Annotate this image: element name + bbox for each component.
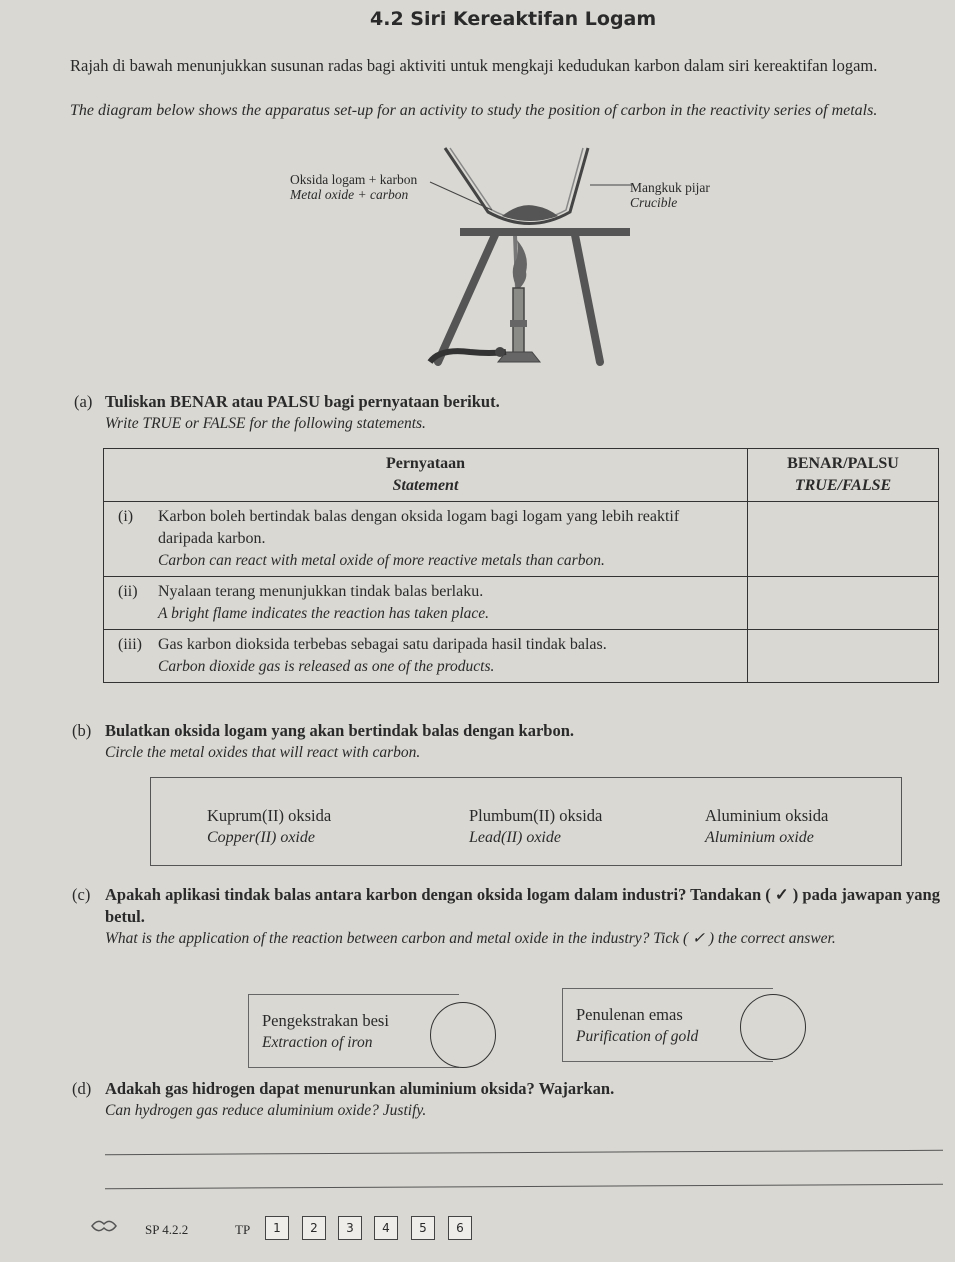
part-c-letter: (c) bbox=[72, 885, 91, 904]
hots-icon bbox=[90, 1216, 118, 1236]
footer-tp-label: TP bbox=[235, 1222, 251, 1237]
tripod-leg-left bbox=[438, 235, 495, 362]
tick-circle-iron[interactable] bbox=[430, 1002, 496, 1068]
part-b-instruction: Bulatkan oksida logam yang akan bertindak balas dengan karbon. Circle the metal oxides that will react with carbon. bbox=[105, 721, 575, 761]
part-d-instruction: Adakah gas hidrogen dapat menurunkan aluminium oksida? Wajarkan. Can hydrogen gas reduce aluminium oxide? Justify. bbox=[105, 1079, 615, 1119]
footer-sp-code: SP 4.2.2 bbox=[145, 1222, 189, 1237]
answer-cell-i[interactable] bbox=[748, 502, 939, 577]
metal-oxide-carbon-mixture bbox=[502, 205, 558, 221]
answer-line-2[interactable] bbox=[105, 1184, 943, 1189]
table-header-row bbox=[104, 449, 939, 502]
intro-text-en: The diagram below shows the apparatus set-up for an activity to study the position of carbon in the reactivity series of metals. bbox=[70, 102, 878, 119]
answer-cell-iii[interactable] bbox=[748, 630, 939, 683]
table-row bbox=[104, 577, 939, 630]
statement-cell: (ii) Nyalaan terang menunjukkan tindak balas berlaku. A bright flame indicates the reaction has taken place. bbox=[104, 577, 748, 630]
tripod-leg-right bbox=[575, 235, 600, 362]
application-label-iron: Pengekstrakan besi Extraction of iron bbox=[262, 1011, 389, 1051]
tp-level-box[interactable]: 5 bbox=[411, 1216, 435, 1240]
header-true-false: BENAR/PALSU TRUE/FALSE bbox=[748, 449, 939, 502]
part-c-instruction: Apakah aplikasi tindak balas antara karbon dengan oksida logam dalam industri? Tandakan ( ✓ ) pada jawapan yang betul. What is the application of the reaction between carbon and metal oxide in the industry? Tick ( ✓ ) the correct answer. bbox=[105, 885, 940, 947]
tp-level-box[interactable]: 3 bbox=[338, 1216, 362, 1240]
table-row bbox=[104, 630, 939, 683]
apparatus-diagram bbox=[420, 140, 650, 375]
tp-level-box[interactable]: 2 bbox=[302, 1216, 326, 1240]
statement-cell: (iii) Gas karbon dioksida terbebas sebagai satu daripada hasil tindak balas. Carbon dioxide gas is released as one of the products. bbox=[104, 630, 748, 683]
option-copper-oxide[interactable]: Kuprum(II) oksida Copper(II) oxide bbox=[207, 806, 332, 846]
tripod-top bbox=[460, 228, 630, 236]
header-statement: Pernyataan Statement bbox=[104, 449, 748, 502]
part-a-instruction: Tuliskan BENAR atau PALSU bagi pernyataan berikut. Write TRUE or FALSE for the following statements. bbox=[105, 392, 500, 432]
application-label-gold: Penulenan emas Purification of gold bbox=[576, 1005, 699, 1045]
answer-line-1[interactable] bbox=[105, 1150, 943, 1155]
tick-circle-gold[interactable] bbox=[740, 994, 806, 1060]
part-d-letter: (d) bbox=[72, 1079, 92, 1098]
option-lead-oxide[interactable]: Plumbum(II) oksida Lead(II) oxide bbox=[469, 806, 603, 846]
page-title: 4.2 Siri Kereaktifan Logam bbox=[370, 8, 657, 30]
label-metal-oxide-carbon: Oksida logam + karbon Metal oxide + carbon bbox=[290, 172, 418, 202]
intro-text-ms: Rajah di bawah menunjukkan susunan radas bagi aktiviti untuk mengkaji kedudukan karbon dalam siri kereaktifan logam. bbox=[70, 56, 878, 75]
tp-level-box[interactable]: 4 bbox=[374, 1216, 398, 1240]
statement-cell: (i) Karbon boleh bertindak balas dengan oksida logam bagi logam yang lebih reaktif daripada karbon. Carbon can react with metal oxide of more reactive metals than carbon. bbox=[104, 502, 748, 577]
answer-cell-ii[interactable] bbox=[748, 577, 939, 630]
metal-oxide-options-box bbox=[150, 777, 902, 866]
true-false-table bbox=[103, 448, 939, 683]
tp-level-box[interactable]: 6 bbox=[448, 1216, 472, 1240]
table-row bbox=[104, 502, 939, 577]
label-crucible: Mangkuk pijar Crucible bbox=[630, 180, 710, 210]
option-aluminium-oxide[interactable]: Aluminium oksida Aluminium oxide bbox=[705, 806, 829, 846]
part-a-letter: (a) bbox=[74, 392, 93, 411]
part-b-letter: (b) bbox=[72, 721, 92, 740]
tp-level-box[interactable]: 1 bbox=[265, 1216, 289, 1240]
